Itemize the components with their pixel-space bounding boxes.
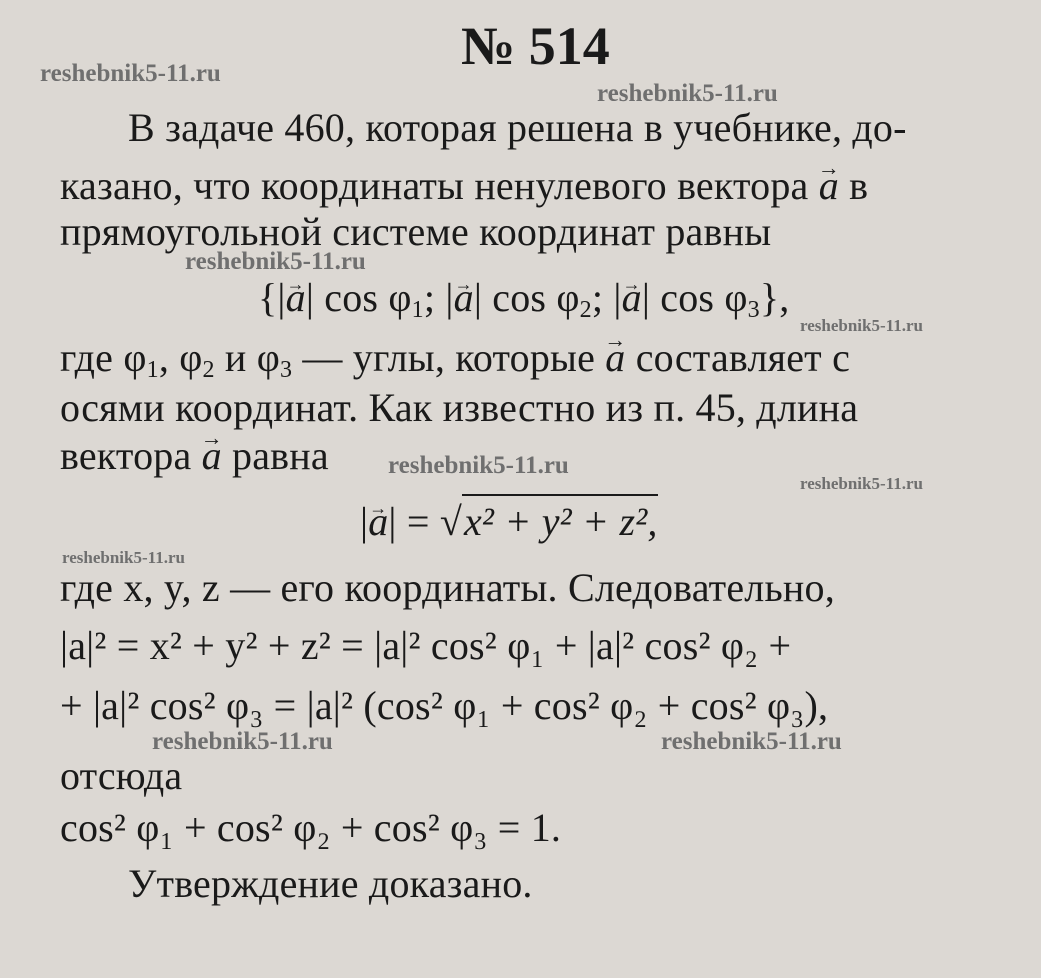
- vector-a: → a: [202, 432, 222, 480]
- formula-coordinates: {|→ a| $\cos \varphi_1$; |→ a| $\cos \varphi_2$; |→ a| $\cos \varphi_3$},: [258, 274, 789, 322]
- formula-length: |→ a| = √x² + y² + z²,: [360, 494, 658, 546]
- watermark: reshebnik5-11.ru: [800, 316, 923, 335]
- phi: φ: [388, 275, 412, 320]
- cos: cos: [324, 275, 379, 320]
- vector-a: → a: [819, 162, 839, 210]
- watermark: reshebnik5-11.ru: [40, 60, 221, 87]
- problem-number: № 514: [461, 16, 610, 76]
- radicand: x² + y² + z²,: [462, 494, 658, 546]
- vector-a: → a: [622, 274, 642, 322]
- cos: cos: [660, 275, 715, 320]
- phi: φ: [556, 275, 580, 320]
- brace: {: [258, 275, 278, 320]
- text-fragment: составляет с: [635, 335, 851, 380]
- index: 1: [411, 297, 424, 323]
- index: 3: [280, 357, 293, 383]
- separator: ;: [591, 275, 604, 320]
- paragraph-line: отсюда: [60, 753, 183, 798]
- vector-a: → a: [286, 274, 306, 322]
- brace: },: [759, 275, 790, 320]
- paragraph-line: осями координат. Как известно из п. 45, длина: [60, 385, 859, 430]
- conclusion: Утверждение доказано.: [128, 861, 533, 906]
- paragraph-line: прямоугольной системе координат равны: [60, 209, 772, 254]
- vector-a: → a: [454, 274, 474, 322]
- formula-line: cos² φ₁ + cos² φ₂ + cos² φ₃ = 1.: [60, 805, 562, 850]
- paragraph-line: [60, 432, 329, 480]
- text-fragment: — углы, которые: [292, 335, 596, 380]
- vector-a: → a: [605, 334, 625, 382]
- paragraph-line: [60, 162, 868, 210]
- paragraph-line: [60, 334, 850, 382]
- text-fragment: равна: [232, 433, 329, 478]
- watermark: reshebnik5-11.ru: [152, 728, 333, 755]
- cos: cos: [492, 275, 547, 320]
- watermark: reshebnik5-11.ru: [800, 474, 923, 493]
- watermark: reshebnik5-11.ru: [62, 548, 185, 567]
- text-fragment: и φ: [214, 335, 280, 380]
- text-fragment: вектора: [60, 433, 192, 478]
- index: 1: [146, 357, 159, 383]
- index: 3: [747, 297, 760, 323]
- paragraph-line: где x, y, z — его координаты. Следовательно,: [60, 565, 835, 610]
- phi: φ: [724, 275, 748, 320]
- index: 2: [202, 357, 215, 383]
- square-root: √x² + y² + z²,: [440, 494, 658, 546]
- text-fragment: , φ: [158, 335, 203, 380]
- formula-line: + |a|² cos² φ₃ = |a|² (cos² φ₁ + cos² φ₂ + cos² φ₃),: [60, 683, 829, 728]
- watermark: reshebnik5-11.ru: [661, 728, 842, 755]
- vector-a: → a: [368, 498, 388, 546]
- watermark: reshebnik5-11.ru: [597, 80, 778, 107]
- paragraph-line: В задаче 460, которая решена в учебнике, до-: [128, 105, 907, 150]
- separator: ;: [423, 275, 436, 320]
- text-fragment: в: [849, 163, 869, 208]
- index: 2: [579, 297, 592, 323]
- text-fragment: где φ: [60, 335, 147, 380]
- watermark: reshebnik5-11.ru: [388, 452, 569, 479]
- text-fragment: казано, что координаты ненулевого вектора: [60, 163, 809, 208]
- watermark: reshebnik5-11.ru: [185, 248, 366, 275]
- formula-line: |a|² = x² + y² + z² = |a|² cos² φ₁ + |a|² cos² φ₂ +: [60, 623, 792, 668]
- equals: =: [406, 499, 430, 544]
